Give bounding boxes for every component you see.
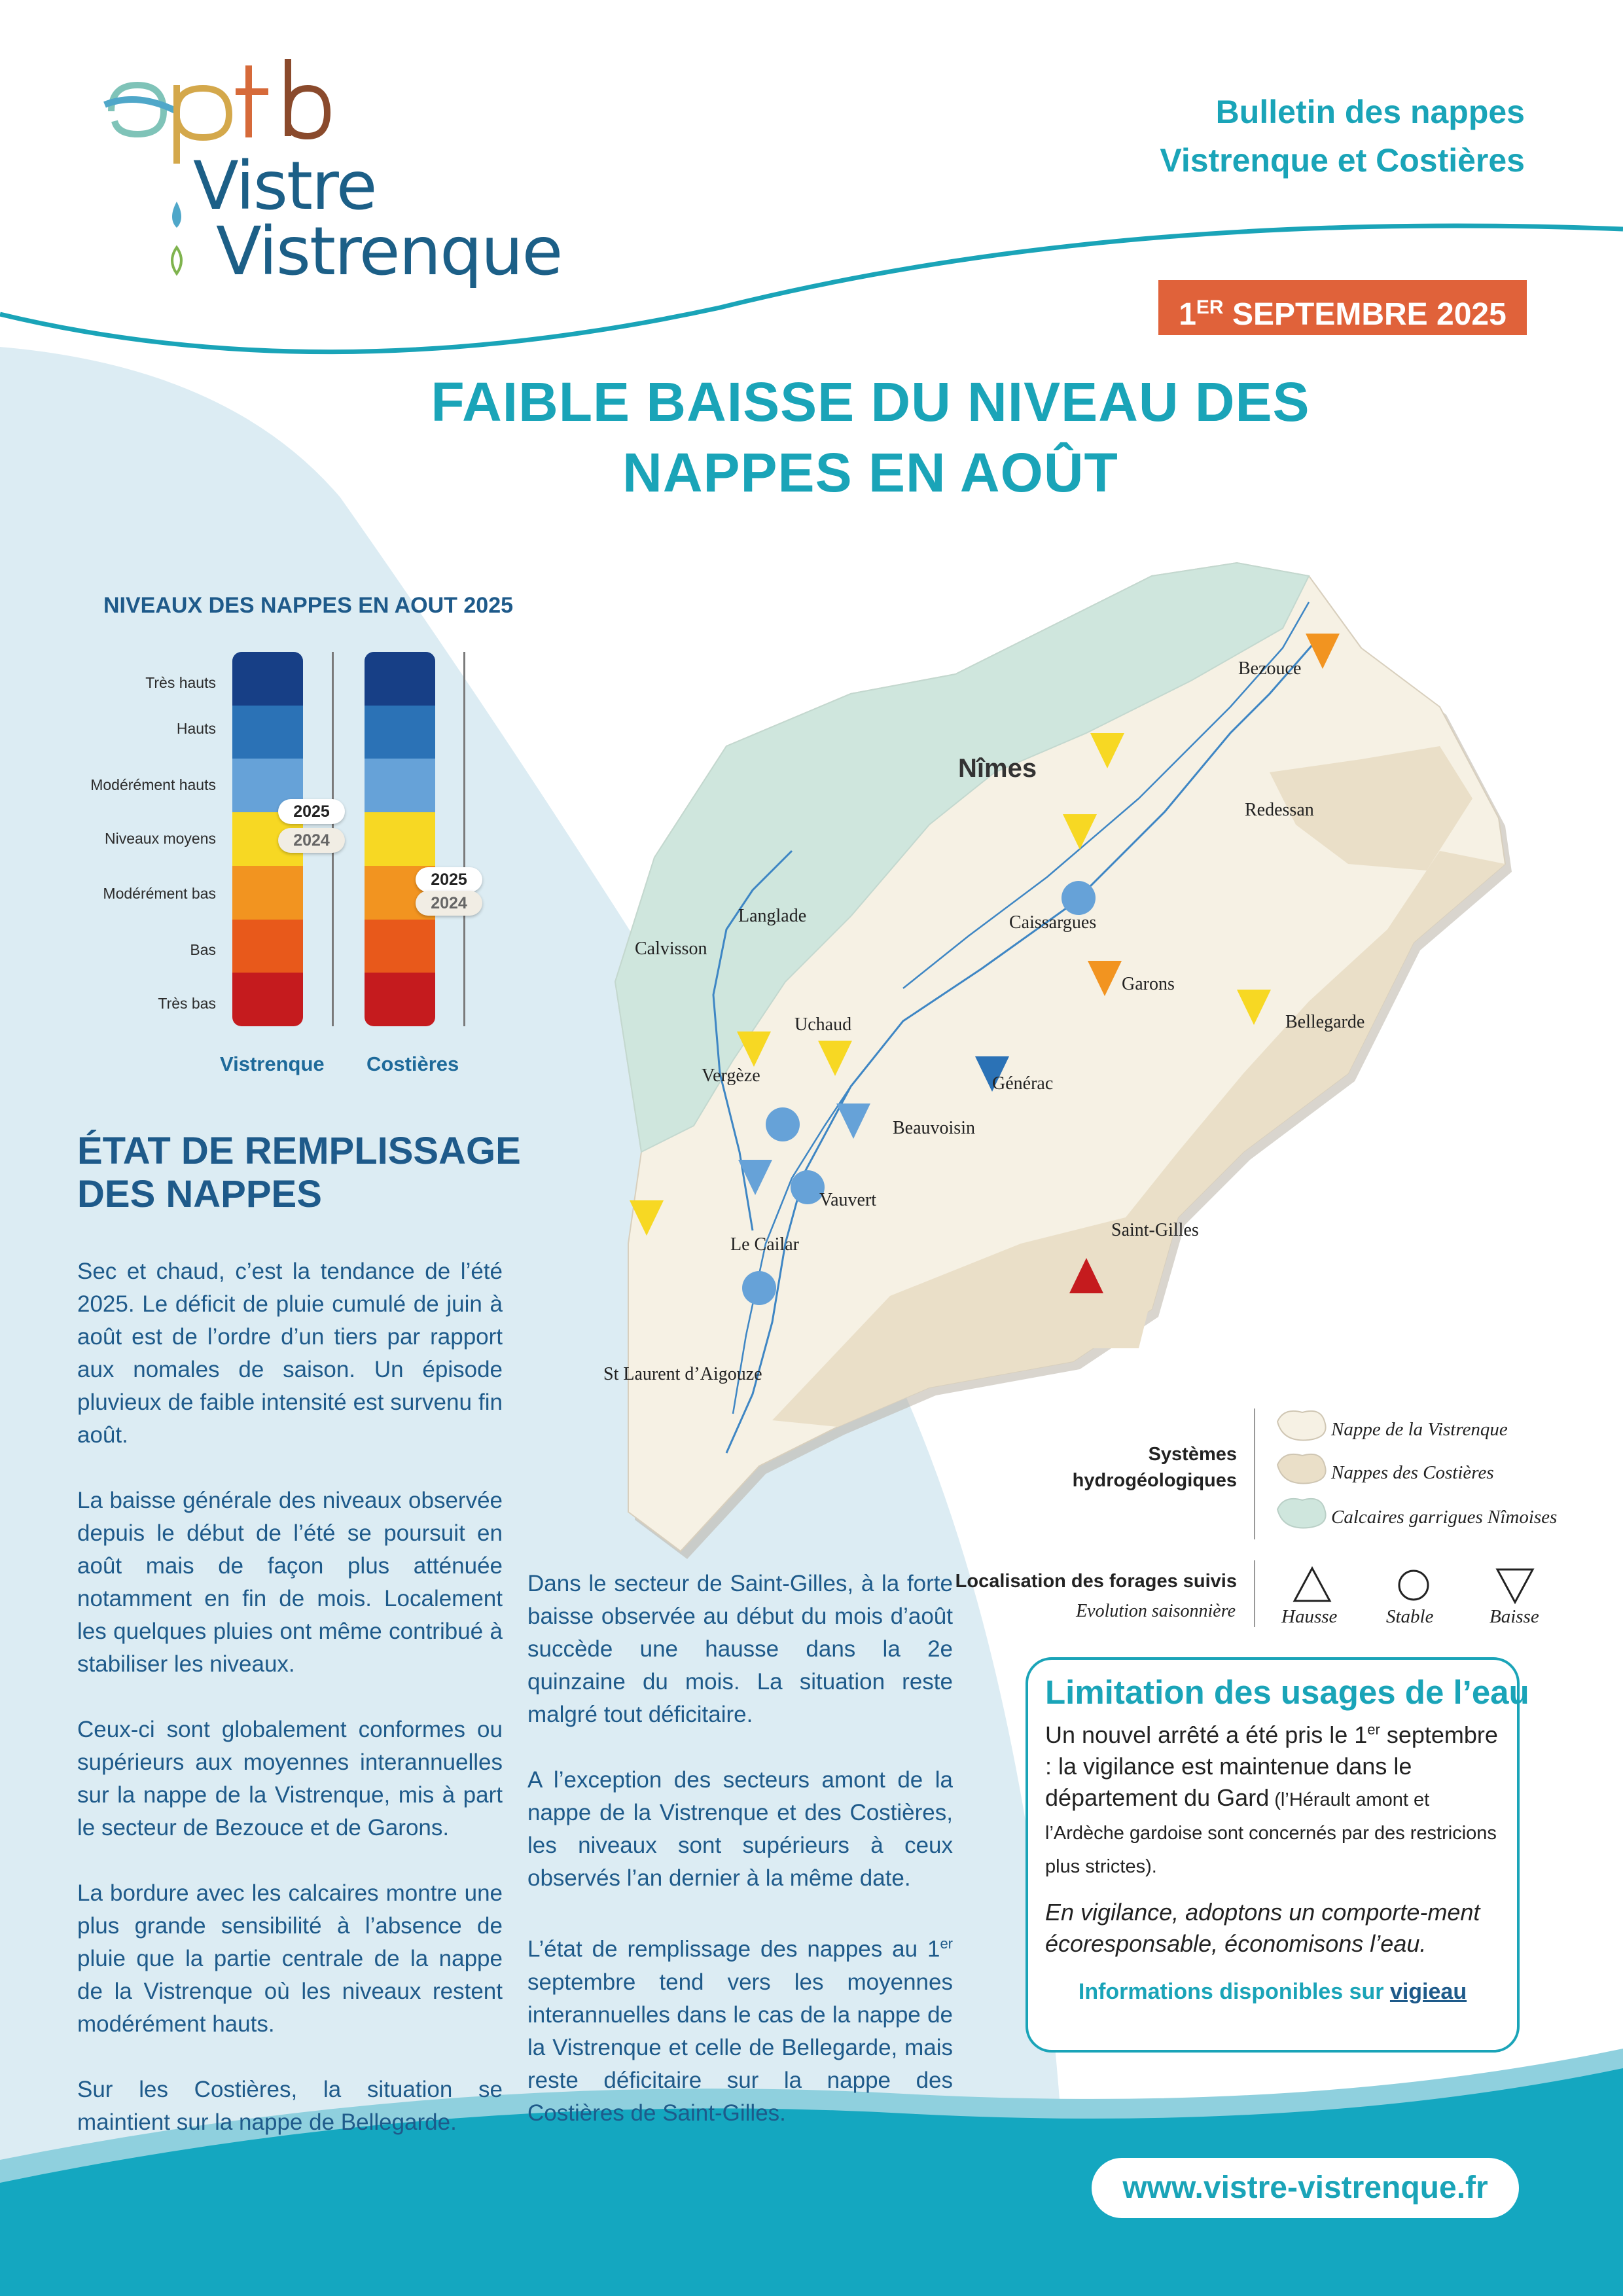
paragraph-part: septembre tend vers les moyennes interannuelles dans le cas de la nappe de la Vistrenque et celle de Bellegarde, mais reste déficitaire sur la nappe des Costières de Saint-Gilles. [527, 1969, 953, 2126]
legend-systems-title-2: hydrogéologiques [1072, 1470, 1237, 1491]
tag-vistrenque-2024: 2024 [278, 828, 345, 853]
paragraph [527, 1928, 953, 2130]
water-drop-icon [164, 202, 190, 280]
well-caissargues-stable-icon [1061, 881, 1096, 915]
level-label: Modérément bas [103, 885, 216, 902]
website-link[interactable]: www.vistre-vistrenque.fr [1092, 2158, 1519, 2218]
title-line-2: NAPPES EN AOÛT [622, 442, 1118, 503]
gauge-segment [365, 920, 435, 973]
paragraph: Dans le secteur de Saint-Gilles, à la forte baisse observée au début du mois d’août succède une hausse dans la 2e quinzaine du mois. La situation reste malgré tout déficitaire. [527, 1571, 953, 1727]
gauge-divider [463, 652, 465, 1026]
swatch-calcaires [1277, 1499, 1326, 1528]
tag-vistrenque-2025: 2025 [278, 799, 345, 824]
gauge-segment [365, 812, 435, 866]
water-restriction-box [1026, 1657, 1529, 2053]
vigieau-link[interactable]: vigieau [1389, 1979, 1467, 2004]
map-label: Uchaud [794, 1014, 852, 1035]
map-label: St Laurent d’Aigouze [603, 1364, 762, 1384]
title-line-1: FAIBLE BAISSE DU NIVEAU DES [431, 371, 1310, 433]
legend-systems-title-1: Systèmes [1148, 1444, 1237, 1465]
well-le-cailar-stable-icon [742, 1271, 776, 1305]
legend-wells-title: Localisation des forages suivis [955, 1571, 1237, 1592]
date-rest: SEPTEMBRE 2025 [1223, 297, 1507, 332]
map-label: Bellegarde [1285, 1012, 1365, 1032]
map-label: Calvisson [635, 939, 707, 959]
paragraph-part: L’état de remplissage des nappes au 1 [527, 1936, 940, 1962]
paragraph: La baisse générale des niveaux observée depuis le début de l’été se poursuit en août mais de façon plus atténuée notamment en fin de mois. Localement les quelques pluies ont même contribué à stabiliser les niveaux. [77, 1488, 503, 1677]
gauge-segment [365, 652, 435, 706]
legend-item-costieres: Nappes des Costières [1331, 1462, 1494, 1483]
tag-costieres-2025: 2025 [416, 867, 482, 892]
gauge-col-label-vistrenque: Vistrenque [220, 1052, 325, 1075]
paragraph: Ceux-ci sont globalement conformes ou supérieurs aux moyennes interannuelles sur la nappe de la Vistrenque, mis à part le secteur de Bezouce et de Garons. [77, 1717, 503, 1840]
gauge-segment [232, 866, 303, 920]
legend-baisse-icon [1497, 1570, 1533, 1602]
box-link-prefix: Informations disponibles sur [1078, 1979, 1390, 2004]
level-label: Très hauts [145, 674, 216, 691]
legend-baisse-label: Baisse [1489, 1606, 1539, 1627]
map-label: Vergèze [702, 1066, 760, 1086]
map-label: Bezouce [1238, 658, 1302, 679]
map-label: Beauvoisin [893, 1118, 975, 1138]
logo-line-1: Vistre [193, 147, 376, 225]
date-badge [1158, 280, 1527, 335]
map-label: Redessan [1245, 800, 1314, 820]
date-sup: ER [1196, 296, 1224, 318]
box-italic-text: En vigilance, adoptons un comporte-ment écoresponsable, économisons l’eau. [1045, 1899, 1480, 1957]
gauge-segment [232, 706, 303, 759]
gauge-segment [365, 973, 435, 1026]
legend-hausse-label: Hausse [1281, 1606, 1338, 1627]
legend-systems-title [1073, 1441, 1237, 1494]
date-day: 1 [1179, 297, 1196, 332]
paragraph: A l’exception des secteurs amont de la nappe de la Vistrenque et des Costières, les niveaux sont supérieurs à ceux observés l’an dernier à la même date. [527, 1767, 953, 1891]
swatch-costieres [1277, 1454, 1326, 1484]
legend-hausse-icon [1294, 1568, 1330, 1601]
level-label: Très bas [158, 995, 216, 1012]
map-label: Générac [992, 1073, 1054, 1094]
paragraph-sup: er [940, 1935, 953, 1952]
legend-stable-label: Stable [1386, 1606, 1434, 1627]
paragraph: Sur les Costières, la situation se maintient sur la nappe de Bellegarde. [77, 2077, 503, 2135]
gauge-segment [365, 706, 435, 759]
map-label: Vauvert [819, 1190, 877, 1210]
level-label: Bas [190, 941, 216, 958]
gauge-col-label-costieres: Costières [366, 1052, 459, 1075]
gauge-segment [232, 973, 303, 1026]
level-label: Hauts [176, 720, 216, 737]
legend-stable-icon [1399, 1571, 1428, 1600]
box-info-line [1045, 1979, 1500, 2005]
map-label-nimes: Nîmes [958, 754, 1037, 783]
level-label: Niveaux moyens [104, 830, 216, 847]
well-stable-1-icon [766, 1107, 800, 1141]
box-text-part: septembre : la vigilance est maintenue dans le département du Gard [1045, 1721, 1498, 1811]
bulletin-line-2: Vistrenque et Costières [1160, 142, 1525, 179]
box-text [1045, 1714, 1500, 1882]
paragraph: Sec et chaud, c’est la tendance de l’été 2025. Le déficit de pluie cumulé de juin à août est de l’ordre d’un tiers par rapport aux nomales de saison. Un épisode pluvieux de faible intensité est survenu fin août. [77, 1259, 503, 1448]
map-label: Le Cailar [730, 1234, 799, 1255]
map-label: Saint-Gilles [1111, 1220, 1199, 1240]
logo [98, 52, 569, 314]
box-text-sup: er [1367, 1721, 1380, 1738]
page-title [223, 367, 1518, 508]
level-label: Modérément hauts [90, 776, 216, 793]
legend-wells-sub: Evolution saisonnière [1076, 1601, 1236, 1621]
swatch-vistrenque [1277, 1411, 1326, 1441]
bulletin-title [1160, 88, 1525, 185]
box-text-small: (l’Hérault amont et l’Ardèche gardoise sont concernés par des restricions plus strictes). [1045, 1789, 1497, 1877]
map-label: Garons [1122, 974, 1175, 994]
tag-costieres-2024: 2024 [416, 891, 482, 916]
logo-line-2: Vistrenque [216, 213, 562, 291]
section-title [77, 1130, 521, 1216]
box-title: Limitation des usages de l’eau [1045, 1674, 1529, 1711]
gauge-column-costieres [365, 652, 435, 1026]
section-title-line-2: DES NAPPES [77, 1173, 322, 1215]
middle-column-text [527, 1568, 953, 2162]
gauge-segment [365, 759, 435, 812]
legend-item-calcaires: Calcaires garrigues Nîmoises [1331, 1507, 1558, 1528]
paragraph: La bordure avec les calcaires montre une plus grande sensibilité à l’absence de pluie que la partie centrale de la nappe de la Vistrenque où les niveaux restent modérément hauts. [77, 1880, 503, 2037]
gauge-title: NIVEAUX DES NAPPES EN AOUT 2025 [103, 593, 514, 618]
gauge-segment [232, 920, 303, 973]
bulletin-line-1: Bulletin des nappes [1215, 94, 1525, 130]
map-label: Langlade [738, 906, 807, 926]
box-text-part: Un nouvel arrêté a été pris le 1 [1045, 1721, 1368, 1748]
gauge-segment [232, 652, 303, 706]
map-label: Caissargues [1009, 912, 1097, 933]
legend-item-vistrenque: Nappe de la Vistrenque [1331, 1419, 1508, 1440]
map [615, 563, 1512, 1559]
section-title-line-1: ÉTAT DE REMPLISSAGE [77, 1130, 521, 1172]
left-column-text [77, 1255, 503, 2172]
